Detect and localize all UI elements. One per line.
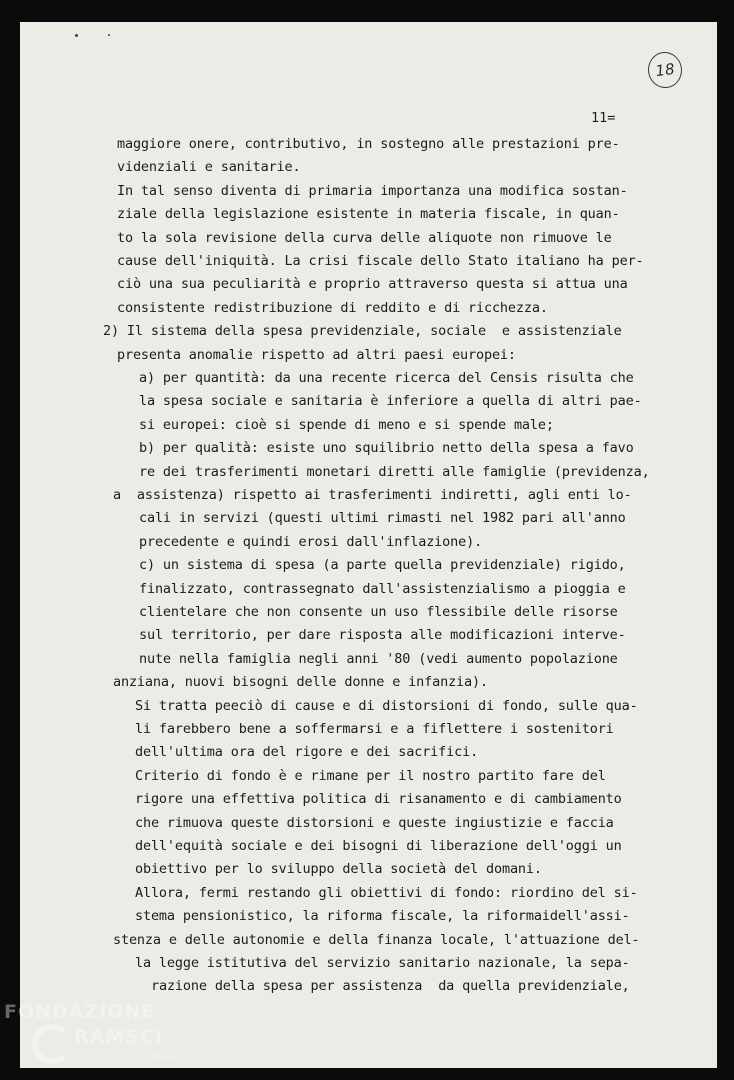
text-line: nute nella famiglia negli anni '80 (vedi aumento popolazione [139,650,618,667]
text-line: razione della spesa per assistenza da quella previdenziale, [151,978,630,995]
text-line: dell'equità sociale e dei bisogni di liberazione dell'oggi un [135,838,622,854]
text-line: stenza e delle autonomie e della finanza locale, l'attuazione del- [113,931,640,948]
text-line: sul territorio, per dare risposta alle modificazioni interve- [139,627,626,644]
text-line: rigore una effettiva politica di risanamento e di cambiamento [135,791,622,808]
text-line: cause dell'iniquità. La crisi fiscale dello Stato italiano ha per- [117,253,644,269]
watermark-line1: FONDAZIONE [4,1001,156,1023]
watermark-g-icon [32,1024,72,1064]
text-line: la legge istitutiva del servizio sanitario nazionale, la sepa- [135,955,630,971]
text-line: consistente redistribuzione di reddito e di ricchezza. [117,299,548,316]
paper-speck [75,34,78,37]
paper-speck [108,34,110,36]
text-line: dell'ultima ora del rigore e dei sacrifici. [135,744,479,761]
text-line: Criterio di fondo è e rimane per il nostro partito fare del [135,767,606,784]
page-number: 11= [591,110,616,126]
text-line: li farebbero bene a soffermarsi e a fiflettere i sostenitori [135,721,614,737]
text-line: a) per quantità: da una recente ricerca del Censis risulta che [139,370,634,386]
text-line: b) per qualità: esiste uno squilibrio netto della spesa a favo [139,440,634,457]
watermark-line2: RAMSCI [74,1026,163,1048]
text-line: clientelare che non consente un uso flessibile delle risorse [139,604,618,620]
archive-stamp: 18 [646,50,685,90]
watermark-line3: onlus [152,1052,177,1062]
text-line: ciò una sua peculiarità e proprio attraverso questa si attua una [117,276,628,293]
text-line: finalizzato, contrassegnato dall'assistenzialismo a pioggia e [139,580,626,597]
text-line: c) un sistema di spesa (a parte quella previdenziale) rigido, [139,557,626,574]
text-line: anziana, nuovi bisogni delle donne e infanzia). [113,674,488,691]
text-line: presenta anomalie rispetto ad altri paesi europei: [117,346,516,363]
text-line: videnziali e sanitarie. [117,159,301,176]
text-line: precedente e quindi erosi dall'inflazione). [139,533,483,550]
text-line: to la sola revisione della curva delle aliquote non rimuove le [117,229,612,246]
text-line: cali in servizi (questi ultimi rimasti nel 1982 pari all'anno [139,510,626,527]
text-line: la spesa sociale e sanitaria è inferiore a quella di altri pae- [139,393,642,410]
text-line: Si tratta peeciò di cause e di distorsioni di fondo, sulle qua- [135,697,638,714]
text-line: re dei trasferimenti monetari diretti alle famiglie (previdenza, [139,463,650,480]
text-line: che rimuova queste distorsioni e queste ingiustizie e faccia [135,814,614,831]
text-line: a assistenza) rispetto ai trasferimenti indiretti, agli enti lo- [113,487,632,503]
text-line: stema pensionistico, la riforma fiscale, la riformaidell'assi- [135,908,630,925]
text-line: obiettivo per lo sviluppo della società del domani. [135,861,542,878]
text-line: In tal senso diventa di primaria importanza una modifica sostan- [117,182,628,199]
text-line: si europei: cioè si spende di meno e si spende male; [139,416,554,433]
watermark-logo [4,998,204,1078]
text-line: maggiore onere, contributivo, in sostegno alle prestazioni pre- [117,136,620,152]
text-line: 2) Il sistema della spesa previdenziale, sociale e assistenziale [103,323,622,340]
text-line: ziale della legislazione esistente in materia fiscale, in quan- [117,206,620,223]
text-line: Allora, fermi restando gli obiettivi di fondo: riordino del si- [135,884,638,901]
